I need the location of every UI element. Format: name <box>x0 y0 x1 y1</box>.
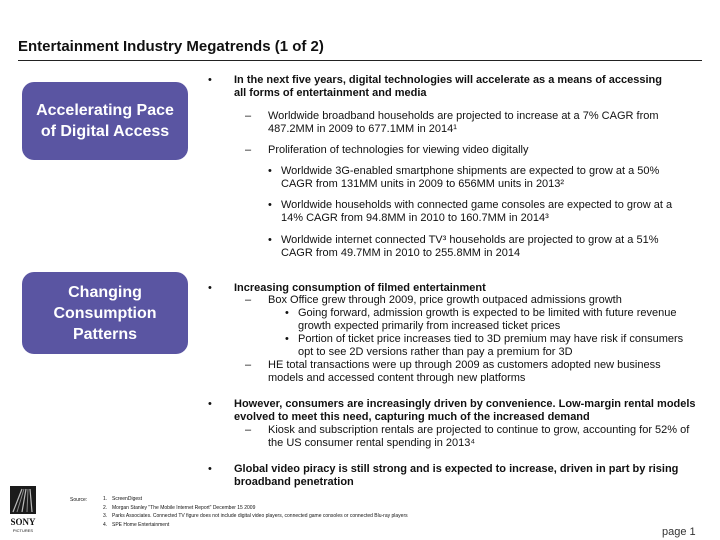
source-item: Morgan Stanley "The Mobile Internet Report" December 15 2009 <box>112 504 256 511</box>
filmed-entertainment-bullet: Increasing consumption of filmed entertainment <box>234 282 486 294</box>
smartphone-item: Worldwide 3G-enabled smartphone shipments are expected to grow at a 50% CAGR from 131MM units in 2009 to 656MM units in 2013² <box>281 165 660 190</box>
dash-marker: – <box>245 424 252 436</box>
source-num: 1. <box>103 496 108 502</box>
pill-accelerating-digital-access: Accelerating Pace of Digital Access <box>22 82 188 160</box>
game-console-item: Worldwide households with connected game consoles are expected to grow at a 14% CAGR from 94.8MM in 2010 to 160.7MM in 2014³ <box>281 199 673 224</box>
bullet-marker: • <box>208 282 212 294</box>
source-item: Parks Associates. Connected TV figure does not include digital video players, connected game consoles or connected Blu-ray players <box>112 513 408 519</box>
source-num: 3. <box>103 513 108 519</box>
he-transactions-sub-bullet: HE total transactions were up through 2009 as customers adopted new business models and accessed content through new platforms <box>268 359 661 384</box>
logo-brand-text: SONY <box>10 517 36 527</box>
bullet-marker: • <box>208 463 212 475</box>
dash-marker: – <box>245 359 252 371</box>
connected-tv-item: Worldwide internet connected TV³ households are projected to grow at a 51% CAGR from 49.7MM in 2010 to 255.8MM in 2014 <box>281 234 659 259</box>
box-office-sub-bullet: Box Office grew through 2009, price growth outpaced admissions growth <box>268 294 622 306</box>
bullet-marker: • <box>285 307 289 319</box>
piracy-bullet: Global video piracy is still strong and is expected to increase, driven in part by rising broadband penetration <box>234 463 679 488</box>
source-item: SPE Home Entertainment <box>112 521 170 528</box>
logo-sub-text: PICTURES <box>12 528 34 533</box>
source-num: 4. <box>103 521 108 528</box>
dash-marker: – <box>245 110 252 122</box>
bullet-marker: • <box>208 398 212 410</box>
video-tech-sub-bullet: Proliferation of technologies for viewing video digitally <box>268 144 529 156</box>
bullet-marker: • <box>285 333 289 345</box>
admission-growth-item: Going forward, admission growth is expected to be limited with future revenue growth expected primarily from increased ticket prices <box>298 307 677 332</box>
bullet-marker: • <box>268 234 272 246</box>
source-label: Source: <box>70 497 88 503</box>
bullet-marker: • <box>208 74 212 86</box>
pill-changing-consumption: Changing Consumption Patterns <box>22 272 188 354</box>
source-num: 2. <box>103 504 108 511</box>
page-number: page 1 <box>662 526 696 538</box>
bullet-marker: • <box>268 165 272 177</box>
digital-access-bullet: In the next five years, digital technologies will accelerate as a means of accessing all forms of entertainment and media <box>234 74 662 99</box>
dash-marker: – <box>245 294 252 306</box>
kiosk-sub-bullet: Kiosk and subscription rentals are projected to continue to grow, accounting for 52% of the US consumer rental spending in 2013⁴ <box>268 424 690 449</box>
bullet-marker: • <box>268 199 272 211</box>
page-title: Entertainment Industry Megatrends (1 of 2) <box>18 38 324 55</box>
broadband-sub-bullet: Worldwide broadband households are projected to increase at a 7% CAGR from 487.2MM in 2009 to 677.1MM in 2014¹ <box>268 110 659 135</box>
sony-pictures-logo <box>4 484 42 536</box>
source-item: ScreenDigest <box>112 496 143 502</box>
3d-premium-item: Portion of ticket price increases tied to 3D premium may have risk if consumers opt to see 2D versions rather than pay a premium for 3D <box>298 333 684 358</box>
convenience-bullet: However, consumers are increasingly driven by convenience. Low-margin rental models evolved to meet this need, capturing much of the increased demand <box>234 398 696 423</box>
dash-marker: – <box>245 144 252 156</box>
title-divider <box>18 60 702 61</box>
